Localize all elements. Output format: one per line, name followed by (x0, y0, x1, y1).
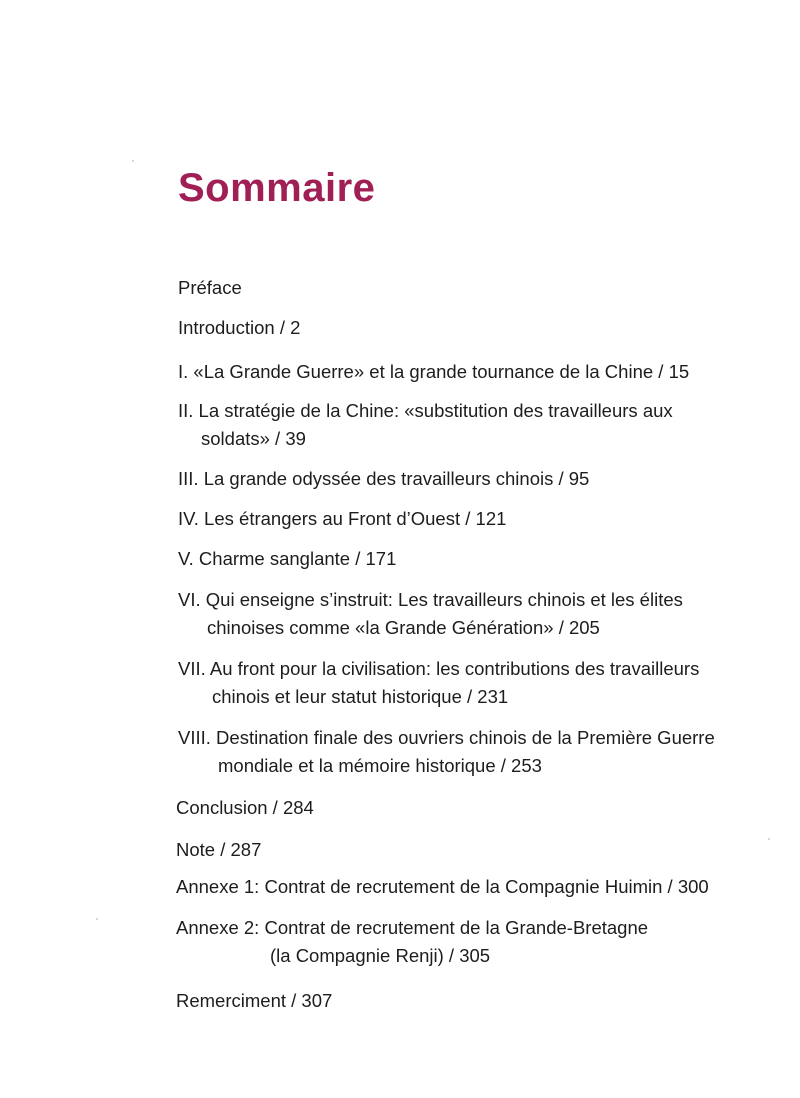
toc-entry-chapter-3 (178, 465, 589, 493)
toc-entry-text: Conclusion / 284 (176, 797, 314, 818)
toc-entry-text: Préface (178, 277, 242, 298)
toc-entry-note (176, 836, 261, 864)
toc-entry-annexe-1 (176, 873, 709, 901)
toc-entry-chapter-4 (178, 505, 506, 533)
toc-entry-remerciment (176, 987, 332, 1015)
toc-entry-annexe-2 (176, 914, 648, 970)
toc-entry-text: Annexe 1: Contrat de recrutement de la Compagnie Huimin / 300 (176, 876, 709, 897)
toc-entry-chapter-2 (178, 397, 673, 453)
toc-entry-preface (178, 274, 242, 302)
toc-entry-continuation: (la Compagnie Renji) / 305 (270, 945, 491, 966)
toc-entry-text: V. Charme sanglante / 171 (178, 548, 397, 569)
toc-entry-text: III. La grande odyssée des travailleurs chinois / 95 (178, 468, 590, 489)
toc-entry-text: Introduction / 2 (178, 317, 301, 338)
toc-entry-text: Note / 287 (176, 839, 262, 860)
toc-entry-text: VI. Qui enseigne s’instruit: Les travailleurs chinois et les élites (178, 589, 683, 610)
toc-entry-chapter-8 (178, 724, 715, 780)
toc-entry-continuation: mondiale et la mémoire historique / 253 (218, 755, 542, 776)
toc-entry-text: VII. Au front pour la civilisation: les contributions des travailleurs (178, 658, 700, 679)
toc-entry-continuation: soldats» / 39 (201, 428, 306, 449)
toc-entry-chapter-1 (178, 358, 689, 386)
scan-speck (768, 838, 770, 840)
toc-entry-conclusion (176, 794, 314, 822)
toc-entry-text: IV. Les étrangers au Front d’Ouest / 121 (178, 508, 507, 529)
toc-entry-chapter-6 (178, 586, 683, 642)
toc-entry-text: II. La stratégie de la Chine: «substitution des travailleurs aux (178, 400, 673, 421)
scan-speck (96, 918, 98, 920)
toc-entry-text: I. «La Grande Guerre» et la grande tournance de la Chine / 15 (178, 361, 690, 382)
toc-entry-chapter-7 (178, 655, 699, 711)
toc-entry-text: Remerciment / 307 (176, 990, 333, 1011)
toc-entry-introduction (178, 314, 300, 342)
toc-entry-continuation: chinois et leur statut historique / 231 (212, 686, 509, 707)
page-title: Sommaire (178, 166, 376, 210)
toc-entry-text: VIII. Destination finale des ouvriers chinois de la Première Guerre (178, 727, 715, 748)
toc-entry-chapter-5 (178, 545, 396, 573)
toc-entry-continuation: chinoises comme «la Grande Génération» / 205 (207, 617, 600, 638)
scan-speck (132, 160, 134, 162)
toc-entry-text: Annexe 2: Contrat de recrutement de la Grande-Bretagne (176, 917, 649, 938)
